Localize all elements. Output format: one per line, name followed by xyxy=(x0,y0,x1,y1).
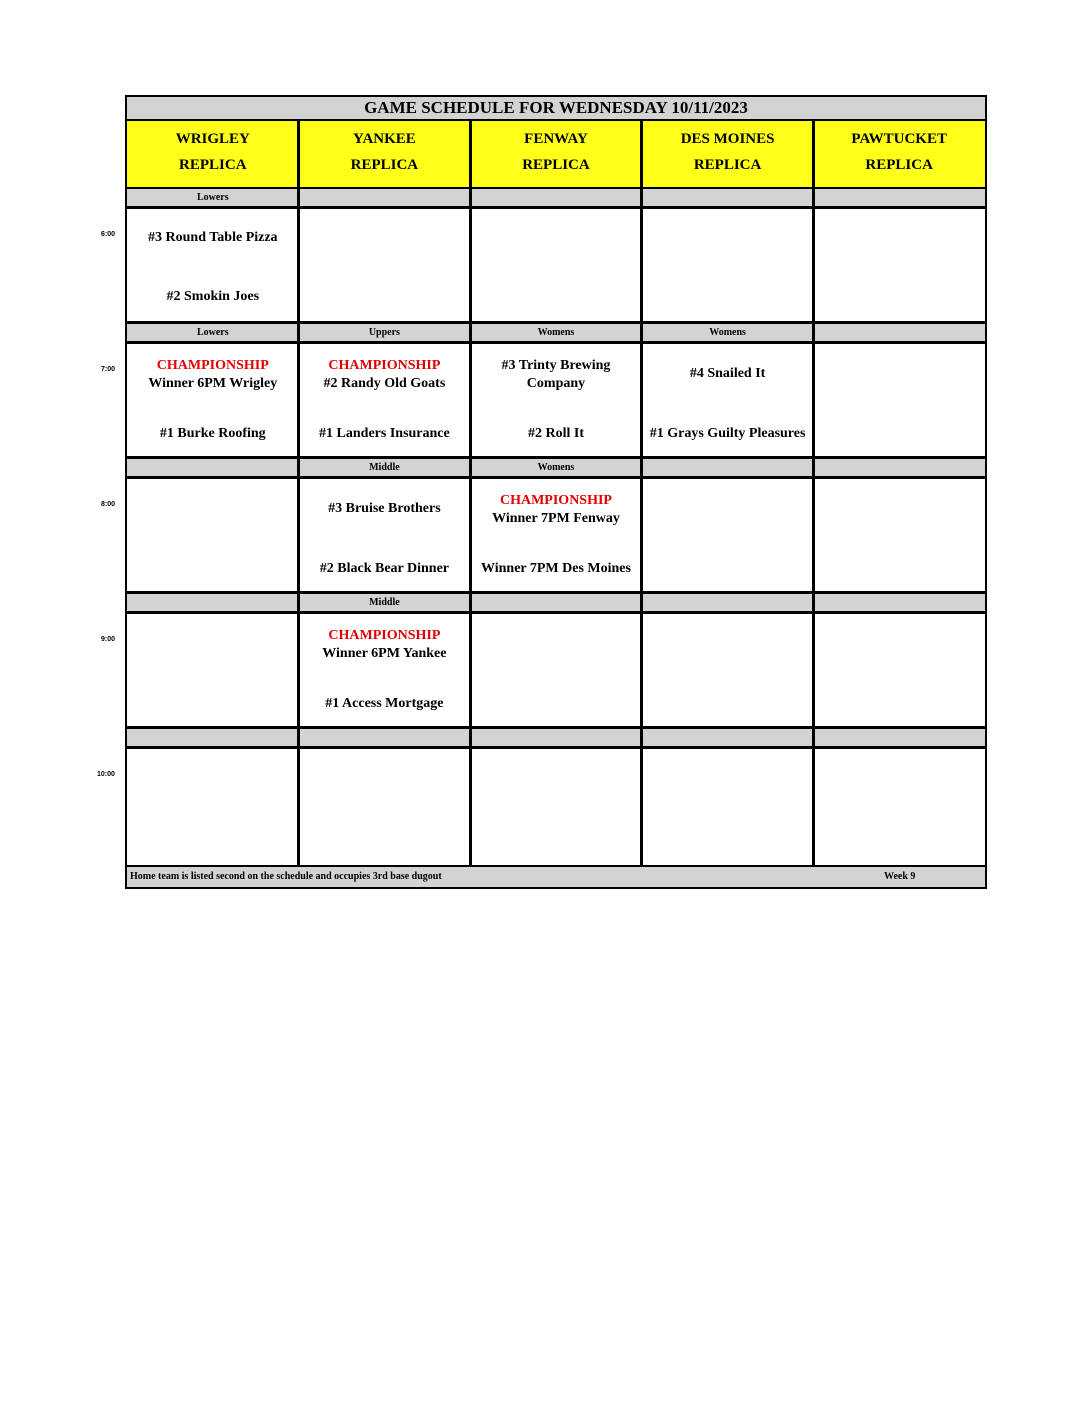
game-cell xyxy=(642,344,814,456)
game-cell xyxy=(127,344,299,456)
grid-line xyxy=(127,591,985,594)
grid-line xyxy=(127,726,985,729)
division-label xyxy=(470,729,642,746)
game-cell xyxy=(813,479,985,591)
game-cell xyxy=(813,344,985,456)
grid-line xyxy=(127,456,985,459)
park-header-4 xyxy=(642,121,814,189)
division-label xyxy=(470,594,642,611)
division-label xyxy=(299,729,471,746)
championship-label: CHAMPIONSHIP xyxy=(156,358,269,373)
home-team: #2 Smokin Joes xyxy=(166,289,260,304)
park-header-3 xyxy=(470,121,642,189)
away-team-line2: Company xyxy=(526,376,586,391)
home-team: Winner 7PM Des Moines xyxy=(480,561,631,576)
division-label xyxy=(813,729,985,746)
division-label: Middle xyxy=(299,594,471,611)
home-team: #1 Grays Guilty Pleasures xyxy=(649,426,806,441)
division-label xyxy=(642,189,814,206)
division-label xyxy=(813,189,985,206)
schedule-footer xyxy=(127,865,985,887)
game-cell xyxy=(470,614,642,726)
division-label xyxy=(127,729,299,746)
time-label: 9:00 xyxy=(101,636,116,643)
game-cell xyxy=(299,479,471,591)
away-team: #3 Trinty Brewing xyxy=(501,358,611,373)
time-label: 6:00 xyxy=(101,231,116,238)
away-team: Winner 6PM Yankee xyxy=(322,646,447,661)
away-team: Winner 7PM Fenway xyxy=(492,511,620,526)
division-label: Lowers xyxy=(127,324,299,341)
footer-note: Home team is listed second on the schedule and occupies 3rd base dugout xyxy=(130,871,442,882)
column-divider xyxy=(469,121,472,865)
game-cell xyxy=(642,479,814,591)
time-label: 8:00 xyxy=(101,501,116,508)
away-team: #2 Randy Old Goats xyxy=(323,376,446,391)
game-cell xyxy=(127,209,299,321)
park-header-2 xyxy=(299,121,471,189)
game-cell xyxy=(299,749,471,861)
division-label: Womens xyxy=(642,324,814,341)
game-cell xyxy=(470,479,642,591)
park-name: WRIGLEY xyxy=(175,131,250,147)
game-cell xyxy=(642,209,814,321)
park-header-1 xyxy=(127,121,299,189)
game-cell xyxy=(470,344,642,456)
division-label xyxy=(813,459,985,476)
home-team: #1 Access Mortgage xyxy=(325,696,444,711)
championship-label: CHAMPIONSHIP xyxy=(499,493,612,508)
division-label xyxy=(299,189,471,206)
column-divider xyxy=(812,121,815,865)
game-cell xyxy=(299,209,471,321)
home-team: #2 Roll It xyxy=(527,426,584,441)
game-cell xyxy=(299,614,471,726)
time-label: 7:00 xyxy=(101,366,116,373)
time-label: 10:00 xyxy=(97,771,115,778)
away-team: Winner 6PM Wrigley xyxy=(148,376,278,391)
column-divider xyxy=(297,121,300,865)
page-title: GAME SCHEDULE FOR WEDNESDAY 10/11/2023 xyxy=(127,97,985,121)
division-label xyxy=(642,594,814,611)
home-team: #2 Black Bear Dinner xyxy=(319,561,450,576)
home-team: #1 Burke Roofing xyxy=(159,426,266,441)
division-label xyxy=(127,594,299,611)
week-label: Week 9 xyxy=(884,871,916,882)
away-team: #3 Bruise Brothers xyxy=(328,501,441,516)
division-label: Womens xyxy=(470,324,642,341)
division-label xyxy=(813,324,985,341)
game-cell xyxy=(127,479,299,591)
game-cell xyxy=(299,344,471,456)
away-team: #3 Round Table Pizza xyxy=(148,230,278,245)
game-cell xyxy=(642,614,814,726)
park-name: DES MOINES xyxy=(680,131,775,147)
game-cell xyxy=(813,614,985,726)
park-header-5 xyxy=(813,121,985,189)
game-cell xyxy=(813,209,985,321)
game-cell xyxy=(813,749,985,861)
game-cell xyxy=(470,209,642,321)
park-type: REPLICA xyxy=(179,157,247,173)
column-divider xyxy=(640,121,643,865)
championship-label: CHAMPIONSHIP xyxy=(328,358,441,373)
park-type: REPLICA xyxy=(350,157,419,173)
park-type: REPLICA xyxy=(522,157,590,173)
game-schedule-table xyxy=(125,95,987,889)
game-cell xyxy=(127,749,299,861)
division-label: Womens xyxy=(470,459,642,476)
park-name: PAWTUCKET xyxy=(851,131,947,147)
park-name: YANKEE xyxy=(352,131,416,147)
division-label xyxy=(813,594,985,611)
away-team: #4 Snailed It xyxy=(689,366,766,381)
championship-label: CHAMPIONSHIP xyxy=(328,628,441,643)
division-label xyxy=(642,459,814,476)
division-label: Lowers xyxy=(127,189,299,206)
division-label: Middle xyxy=(299,459,471,476)
home-team: #1 Landers Insurance xyxy=(319,426,450,441)
game-cell xyxy=(642,749,814,861)
game-cell xyxy=(127,614,299,726)
park-type: REPLICA xyxy=(693,157,762,173)
park-type: REPLICA xyxy=(865,157,933,173)
game-cell xyxy=(470,749,642,861)
division-label xyxy=(470,189,642,206)
park-name: FENWAY xyxy=(524,131,588,147)
grid-line xyxy=(127,321,985,324)
division-label xyxy=(127,459,299,476)
division-label xyxy=(642,729,814,746)
division-label: Uppers xyxy=(299,324,471,341)
